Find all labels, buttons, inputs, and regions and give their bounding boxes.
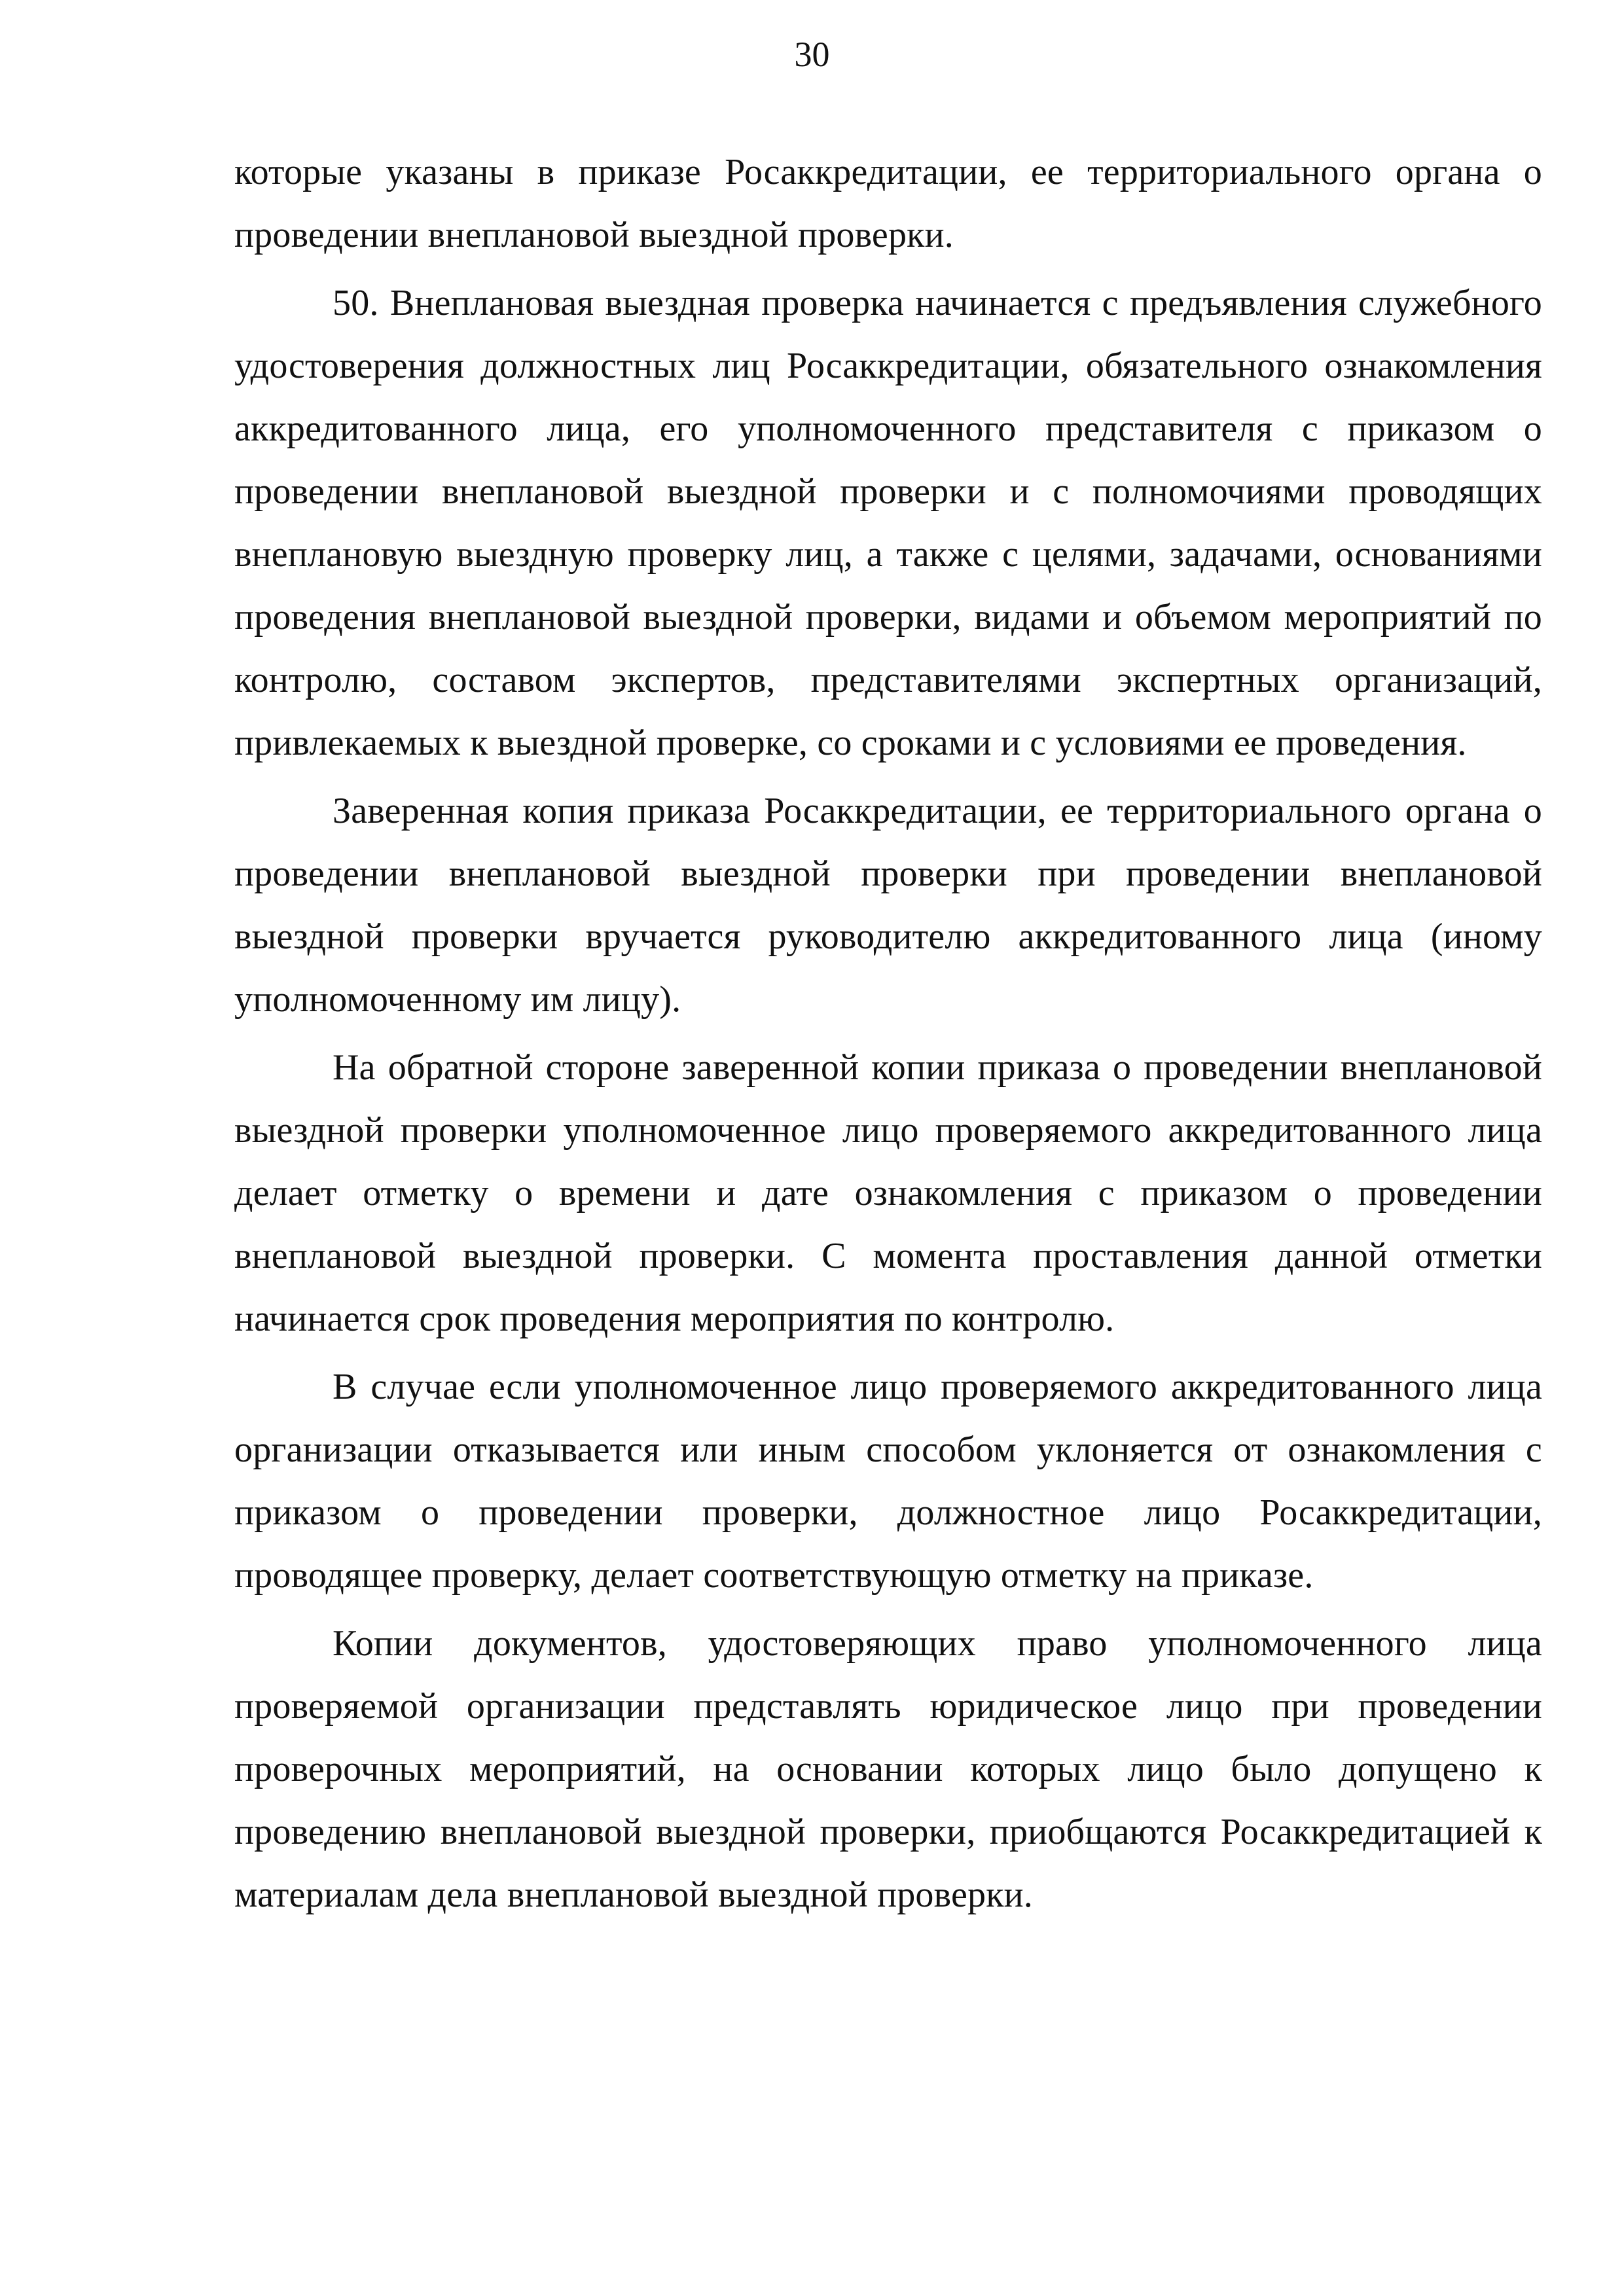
paragraph-continuation: которые указаны в приказе Росаккредитации, ее территориального органа о проведении внеплановой выездной проверки. xyxy=(234,152,1542,255)
paragraph-certified-copy: Заверенная копия приказа Росаккредитации, ее территориального органа о проведении внеплановой выездной проверки при проведении внеплановой выездной проверки вручается руководителю аккредитованного лица (иному уполномоченному им лицу). xyxy=(234,791,1542,1020)
page-number: 30 xyxy=(794,35,830,74)
paragraph-reverse-side-mark: На обратной стороне заверенной копии приказа о проведении внеплановой выездной проверки уполномоченное лицо проверяемого аккредитованного лица делает отметку о времени и дате ознакомления с приказом о проведении внеплановой выездной проверки. С момента проставления данной отметки начинается срок проведения мероприятия по контролю. xyxy=(234,1047,1542,1339)
document-body xyxy=(234,141,1542,1931)
paragraph-document-copies: Копии документов, удостоверяющих право уполномоченного лица проверяемой организации представлять юридическое лицо при проведении проверочных мероприятий, на основании которых лицо было допущено к проведению внеплановой выездной проверки, приобщаются Росаккредитацией к материалам дела внеплановой выездной проверки. xyxy=(234,1623,1542,1915)
paragraph-refusal: В случае если уполномоченное лицо проверяемого аккредитованного лица организации отказывается или иным способом уклоняется от ознакомления с приказом о проведении проверки, должностное лицо Росаккредитации, проводящее проверку, делает соответствующую отметку на приказе. xyxy=(234,1367,1542,1596)
paragraph-item-50: 50. Внеплановая выездная проверка начинается с предъявления служебного удостоверения должностных лиц Росаккредитации, обязательного ознакомления аккредитованного лица, его уполномоченного представителя с приказом о проведении внеплановой выездной проверки и с полномочиями проводящих внеплановую выездную проверку лиц, а также с целями, задачами, основаниями проведения внеплановой выездной проверки, видами и объемом мероприятий по контролю, составом экспертов, представителями экспертных организаций, привлекаемых к выездной проверке, со сроками и с условиями ее проведения. xyxy=(234,283,1542,763)
